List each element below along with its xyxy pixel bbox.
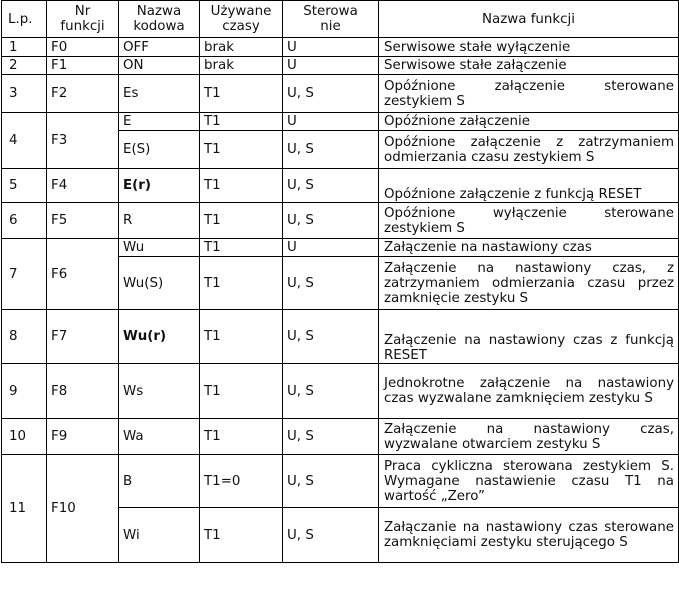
cell-nr: F0	[47, 38, 119, 57]
table-row	[2, 364, 679, 419]
cell-code: Wu	[119, 239, 200, 257]
cell-name: Serwisowe stałe wyłączenie	[379, 38, 679, 57]
table-row	[2, 57, 679, 75]
cell-times: T1	[200, 508, 283, 563]
functions-table	[1, 0, 679, 563]
cell-name: Załączenie na nastawiony czas z funkcją RESET	[379, 310, 679, 364]
header-row	[2, 1, 679, 38]
cell-lp: 1	[2, 38, 47, 57]
cell-control: U, S	[283, 203, 379, 239]
cell-control: U	[283, 57, 379, 75]
cell-control: U, S	[283, 364, 379, 419]
table-body	[2, 38, 679, 563]
table-row	[2, 310, 679, 364]
cell-lp: 10	[2, 419, 47, 455]
table-row	[2, 203, 679, 239]
cell-lp: 9	[2, 364, 47, 419]
cell-times: T1	[200, 75, 283, 113]
header-control	[283, 1, 379, 38]
cell-control: U	[283, 239, 379, 257]
cell-control: U, S	[283, 75, 379, 113]
cell-times: T1	[200, 169, 283, 203]
table-row	[2, 239, 679, 257]
cell-lp: 7	[2, 239, 47, 310]
header-nr	[47, 1, 119, 38]
cell-nr: F9	[47, 419, 119, 455]
cell-lp: 3	[2, 75, 47, 113]
header-code	[119, 1, 200, 38]
cell-name: Opóźnione wyłączenie sterowane zestykiem S	[379, 203, 679, 239]
cell-code: ON	[119, 57, 200, 75]
cell-code: Ws	[119, 364, 200, 419]
cell-times: T1	[200, 419, 283, 455]
cell-name: Opóźnione załączenie	[379, 113, 679, 131]
cell-control: U, S	[283, 455, 379, 508]
cell-name: Załączenie na nastawiony czas, z zatrzymaniem odmierzania czasu przez zamknięcie zestyku S	[379, 257, 679, 310]
header-lp: L.p.	[2, 1, 47, 38]
cell-times: brak	[200, 38, 283, 57]
table-header	[2, 1, 679, 38]
cell-control: U, S	[283, 508, 379, 563]
cell-name: Opóźnione załączenie z zatrzymaniem odmierzania czasu zestykiem S	[379, 131, 679, 169]
cell-times: T1	[200, 364, 283, 419]
cell-name: Załączanie na nastawiony czas sterowane zamknięciami zestyku sterującego S	[379, 508, 679, 563]
cell-times: T1	[200, 310, 283, 364]
cell-times: T1=0	[200, 455, 283, 508]
table-row	[2, 419, 679, 455]
header-nr-line1: Nr	[74, 4, 91, 19]
cell-code: Wu(S)	[119, 257, 200, 310]
cell-name: Opóźnione załączenie sterowane zestykiem S	[379, 75, 679, 113]
cell-control: U	[283, 113, 379, 131]
cell-code: Wi	[119, 508, 200, 563]
cell-code: OFF	[119, 38, 200, 57]
cell-control: U, S	[283, 257, 379, 310]
cell-code: B	[119, 455, 200, 508]
cell-control: U, S	[283, 131, 379, 169]
cell-code: E(r)	[119, 169, 200, 203]
cell-times: T1	[200, 239, 283, 257]
cell-control: U, S	[283, 169, 379, 203]
header-times-line1: Używane	[210, 4, 272, 19]
cell-times: T1	[200, 203, 283, 239]
header-times-line2: czasy	[222, 19, 260, 34]
header-code-line1: Nazwa	[136, 4, 182, 19]
cell-lp: 6	[2, 203, 47, 239]
cell-nr: F7	[47, 310, 119, 364]
header-name: Nazwa funkcji	[379, 1, 679, 38]
cell-nr: F5	[47, 203, 119, 239]
cell-name: Załączenie na nastawiony czas	[379, 239, 679, 257]
cell-control: U, S	[283, 310, 379, 364]
cell-code: E(S)	[119, 131, 200, 169]
cell-name: Praca cykliczna sterowana zestykiem S. Wymagane nastawienie czasu T1 na wartość „Zero”	[379, 455, 679, 508]
cell-control: U	[283, 38, 379, 57]
table-row	[2, 38, 679, 57]
table-row	[2, 113, 679, 131]
cell-times: brak	[200, 57, 283, 75]
table-row	[2, 455, 679, 508]
cell-control: U, S	[283, 419, 379, 455]
cell-lp: 2	[2, 57, 47, 75]
header-nr-line2: funkcji	[60, 19, 105, 34]
cell-nr: F3	[47, 113, 119, 169]
table-row	[2, 169, 679, 203]
cell-code: E	[119, 113, 200, 131]
cell-name: Załączenie na nastawiony czas, wyzwalane otwarciem zestyku S	[379, 419, 679, 455]
cell-name: Jednokrotne załączenie na nastawiony czas wyzwalane zamknięciem zestyku S	[379, 364, 679, 419]
cell-nr: F6	[47, 239, 119, 310]
cell-nr: F4	[47, 169, 119, 203]
cell-nr: F8	[47, 364, 119, 419]
cell-times: T1	[200, 113, 283, 131]
cell-times: T1	[200, 257, 283, 310]
table-row	[2, 75, 679, 113]
cell-lp: 11	[2, 455, 47, 563]
cell-lp: 4	[2, 113, 47, 169]
cell-lp: 8	[2, 310, 47, 364]
cell-code: R	[119, 203, 200, 239]
cell-nr: F1	[47, 57, 119, 75]
cell-nr: F2	[47, 75, 119, 113]
cell-code: Wa	[119, 419, 200, 455]
cell-lp: 5	[2, 169, 47, 203]
header-code-line2: kodowa	[133, 19, 185, 34]
cell-code: Wu(r)	[119, 310, 200, 364]
cell-nr: F10	[47, 455, 119, 563]
cell-times: T1	[200, 131, 283, 169]
header-control-line2: nie	[320, 19, 341, 34]
cell-code: Es	[119, 75, 200, 113]
header-times	[200, 1, 283, 38]
cell-name: Serwisowe stałe załączenie	[379, 57, 679, 75]
cell-name: Opóźnione załączenie z funkcją RESET	[379, 169, 679, 203]
header-control-line1: Sterowa	[303, 4, 358, 19]
